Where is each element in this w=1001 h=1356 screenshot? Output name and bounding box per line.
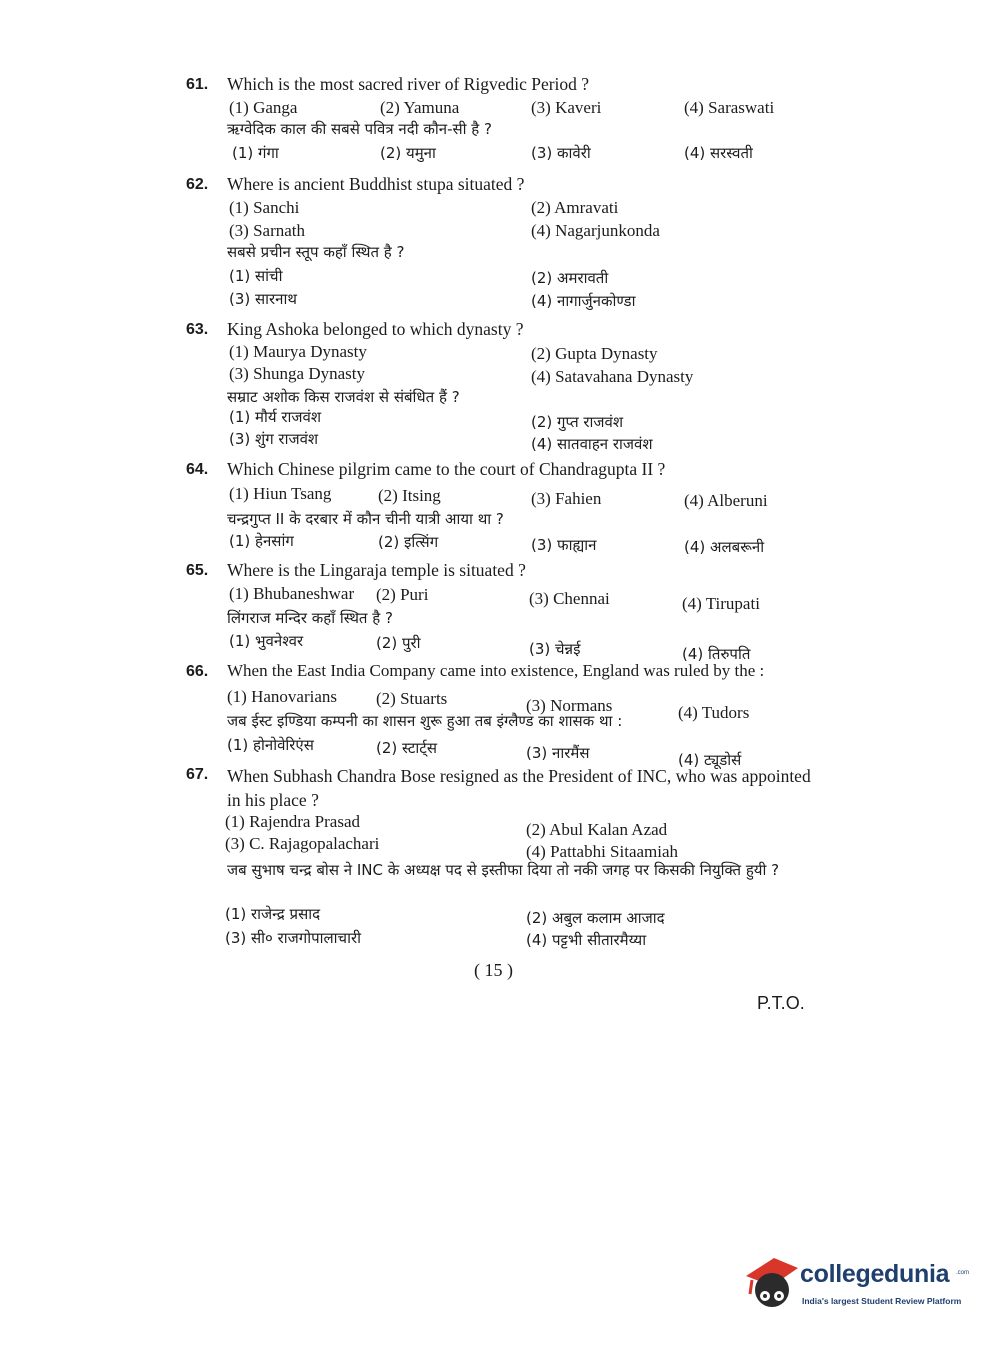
option-2-hindi: (2) स्टार्ट्स — [376, 739, 437, 757]
option-3: (3) Chennai — [529, 589, 610, 608]
option-3: (3) Fahien — [531, 489, 602, 508]
option-3-hindi: (3) सी० राजगोपालाचारी — [225, 929, 361, 947]
question-text-hindi: ऋग्वेदिक काल की सबसे पवित्र नदी कौन-सी है ? — [227, 120, 492, 138]
option-1: (1) Sanchi — [229, 198, 300, 217]
option-4: (4) Satavahana Dynasty — [531, 367, 694, 386]
option-3-hindi: (3) नारमैंस — [526, 744, 590, 762]
option-3-hindi: (3) फाह्यान — [531, 536, 597, 554]
option-3: (3) C. Rajagopalachari — [225, 834, 380, 853]
pto-label: P.T.O. — [757, 993, 805, 1013]
option-4-hindi: (4) तिरुपति — [682, 645, 751, 663]
option-1: (1) Hiun Tsang — [229, 484, 332, 503]
question-number: 66. — [186, 663, 209, 680]
option-3: (3) Shunga Dynasty — [229, 364, 365, 383]
question-text-hindi: जब सुभाष चन्द्र बोस ने INC के अध्यक्ष पद से इस्तीफा दिया तो नकी जगह पर किसकी नियुक्ति हुयी ? — [227, 861, 780, 879]
question-number: 65. — [186, 562, 209, 579]
option-2: (2) Yamuna — [380, 98, 460, 117]
question-text: King Ashoka belonged to which dynasty ? — [227, 319, 524, 339]
option-1-hindi: (1) भुवनेश्वर — [229, 632, 304, 650]
option-2-hindi: (2) इत्सिंग — [378, 533, 439, 551]
option-2: (2) Stuarts — [376, 689, 448, 708]
question-number: 64. — [186, 461, 209, 478]
option-4-hindi: (4) पट्टभी सीतारमैय्या — [526, 931, 647, 949]
question-text: Which is the most sacred river of Rigvedic Period ? — [227, 74, 590, 94]
option-2: (2) Itsing — [378, 486, 441, 505]
question-number: 62. — [186, 176, 209, 193]
option-1-hindi: (1) होनोवेरिएंस — [227, 736, 314, 754]
page-number: ( 15 ) — [474, 960, 513, 980]
question-text-hindi: जब ईस्ट इण्डिया कम्पनी का शासन शुरू हुआ तब इंग्लैण्ड का शासक था : — [227, 712, 623, 730]
collegedunia-logo — [742, 1246, 972, 1316]
question-text: Which Chinese pilgrim came to the court of Chandragupta II ? — [227, 459, 666, 479]
option-2-hindi: (2) अबुल कलाम आजाद — [526, 909, 665, 927]
question-text-hindi: सम्राट अशोक किस राजवंश से संबंधित हैं ? — [227, 388, 460, 406]
option-1-hindi: (1) हेनसांग — [229, 532, 294, 550]
option-3-hindi: (3) चेन्नई — [529, 640, 581, 658]
question-number: 61. — [186, 76, 209, 93]
option-3-hindi: (3) सारनाथ — [229, 290, 297, 308]
option-1-hindi: (1) गंगा — [232, 144, 279, 162]
option-1: (1) Ganga — [229, 98, 298, 117]
question-text: Where is the Lingaraja temple is situated ? — [227, 560, 526, 580]
question-text-hindi: लिंगराज मन्दिर कहाँ स्थित है ? — [227, 609, 393, 627]
mascot-icon — [742, 1246, 802, 1316]
option-4-hindi: (4) सरस्वती — [684, 144, 753, 162]
option-4: (4) Tirupati — [682, 594, 760, 613]
brand-name: collegedunia — [800, 1260, 950, 1288]
option-3: (3) Normans — [526, 696, 613, 715]
question-text: When Subhash Chandra Bose resigned as the President of INC, who was appointed in his place ? — [227, 766, 811, 810]
question-text-hindi: सबसे प्रचीन स्तूप कहाँ स्थित है ? — [227, 243, 405, 261]
question-text: Where is ancient Buddhist stupa situated ? — [227, 174, 525, 194]
option-2: (2) Abul Kalan Azad — [526, 820, 668, 839]
question-number: 63. — [186, 321, 209, 338]
option-1-hindi: (1) सांची — [229, 267, 283, 285]
option-4-hindi: (4) सातवाहन राजवंश — [531, 435, 653, 453]
option-2-hindi: (2) यमुना — [380, 144, 436, 162]
option-2-hindi: (2) गुप्त राजवंश — [531, 413, 624, 431]
option-4-hindi: (4) नागार्जुनकोण्डा — [531, 292, 636, 310]
option-2: (2) Gupta Dynasty — [531, 344, 658, 363]
option-2: (2) Amravati — [531, 198, 619, 217]
option-2-hindi: (2) पुरी — [376, 634, 421, 652]
option-3: (3) Sarnath — [229, 221, 306, 240]
option-1: (1) Bhubaneshwar — [229, 584, 355, 603]
option-4: (4) Tudors — [678, 703, 750, 722]
option-4-hindi: (4) ट्यूडोर्स — [678, 751, 742, 769]
option-4: (4) Nagarjunkonda — [531, 221, 660, 240]
option-4: (4) Pattabhi Sitaamiah — [526, 842, 679, 861]
option-3-hindi: (3) कावेरी — [531, 144, 591, 162]
brand-tld: .com — [956, 1270, 970, 1276]
question-number: 67. — [186, 766, 209, 783]
option-2-hindi: (2) अमरावती — [531, 269, 609, 287]
option-4-hindi: (4) अलबरूनी — [684, 538, 765, 556]
option-1-hindi: (1) मौर्य राजवंश — [229, 408, 322, 426]
option-4: (4) Alberuni — [684, 491, 768, 510]
option-1: (1) Hanovarians — [227, 687, 337, 706]
option-1: (1) Rajendra Prasad — [225, 812, 361, 831]
question-text: When the East India Company came into existence, England was ruled by the : — [227, 661, 765, 680]
option-1: (1) Maurya Dynasty — [229, 342, 367, 361]
question-text-hindi: चन्द्रगुप्त II के दरबार में कौन चीनी यात्री आया था ? — [227, 510, 504, 528]
brand-tagline: India's largest Student Review Platform — [802, 1296, 962, 1306]
option-2: (2) Puri — [376, 585, 429, 604]
option-4: (4) Saraswati — [684, 98, 775, 117]
option-3: (3) Kaveri — [531, 98, 602, 117]
option-3-hindi: (3) शुंग राजवंश — [229, 430, 319, 448]
option-1-hindi: (1) राजेन्द्र प्रसाद — [225, 905, 321, 923]
